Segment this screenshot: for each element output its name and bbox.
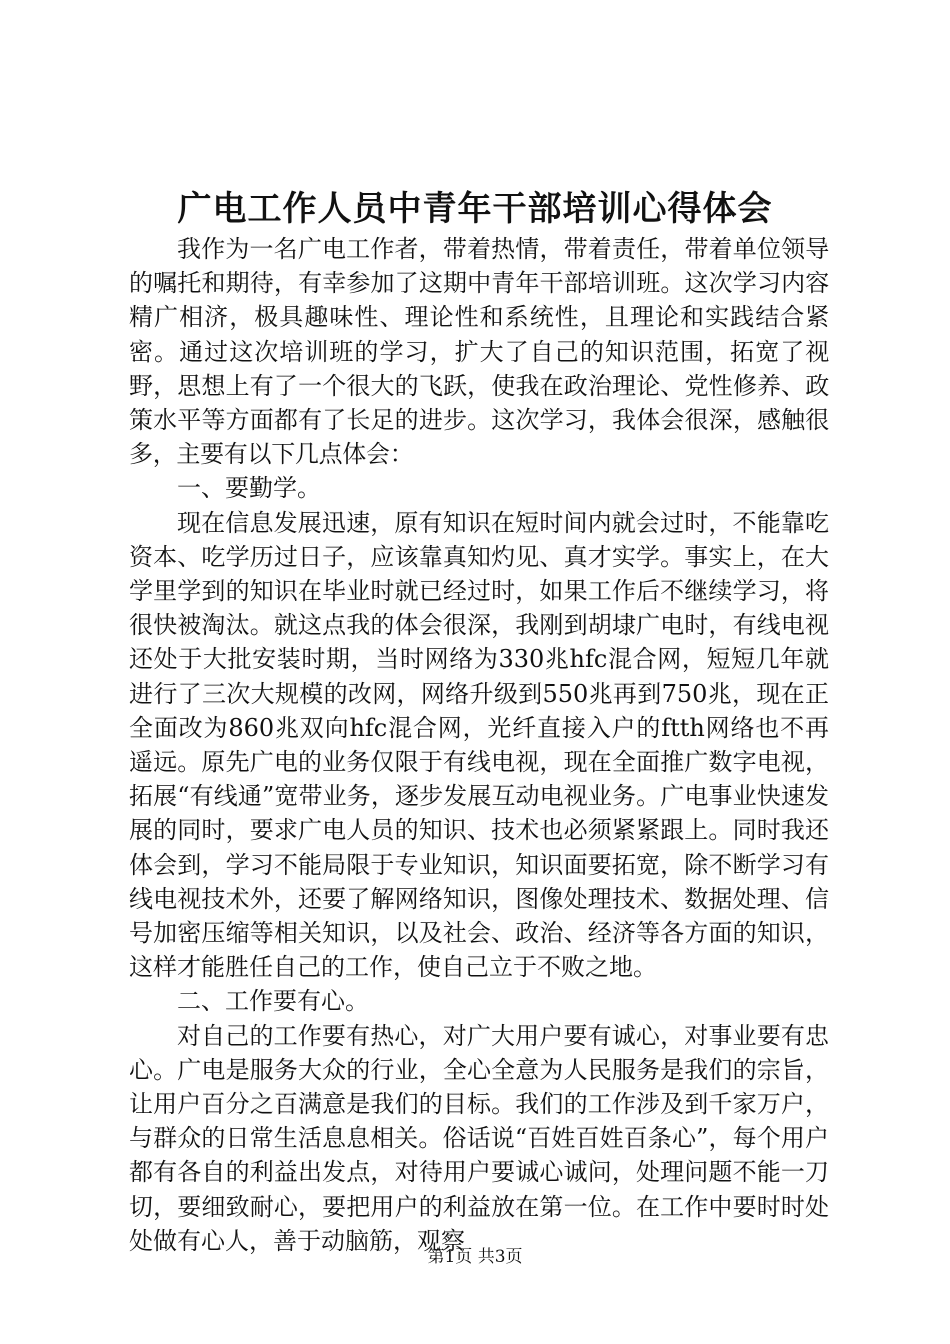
paragraph-section-1: 现在信息发展迅速，原有知识在短时间内就会过时，不能靠吃资本、吃学历过日子，应该靠真知灼见、真才实学。事实上，在大学里学到的知识在毕业时就已经过时，如果工作后不继续学习，将很快被淘汰。就这点我的体会很深，我刚到胡埭广电时，有线电视还处于大批安装时期，当时网络为330兆hfc混合网，短短几年就进行了三次大规模的改网，网络升级到550兆再到750兆，现在正全面改为860兆双向hfc混合网，光纤直接入户的ftth网络也不再遥远。原先广电的业务仅限于有线电视，现在全面推广数字电视，拓展“有线通”宽带业务，逐步发展互动电视业务。广电事业快速发展的同时，要求广电人员的知识、技术也必须紧紧跟上。同时我还体会到，学习不能局限于专业知识，知识面要拓宽，除不断学习有线电视技术外，还要了解网络知识，图像处理技术、数据处理、信号加密压缩等相关知识，以及社会、政治、经济等各方面的知识，这样才能胜任自己的工作，使自己立于不败之地。 xyxy=(129,508,829,982)
page-footer: 第1页 共3页 xyxy=(427,1247,523,1267)
paragraph-intro: 我作为一名广电工作者，带着热情，带着责任，带着单位领导的嘱托和期待，有幸参加了这期中青年干部培训班。这次学习内容精广相济，极具趣味性、理论性和系统性，且理论和实践结合紧密。通过这次培训班的学习，扩大了自己的知识范围，拓宽了视野，思想上有了一个很大的飞跃，使我在政治理论、党性修养、政策水平等方面都有了长足的进步。这次学习，我体会很深，感触很多，主要有以下几点体会： xyxy=(129,235,829,469)
section-heading-2: 二、工作要有心。 xyxy=(177,987,369,1016)
section-heading-1: 一、要勤学。 xyxy=(177,474,321,503)
document-title: 广电工作人员中青年干部培训心得体会 xyxy=(177,189,773,229)
paragraph-section-2: 对自己的工作要有热心，对广大用户要有诚心，对事业要有忠心。广电是服务大众的行业，全心全意为人民服务是我们的宗旨，让用户百分之百满意是我们的目标。我们的工作涉及到千家万户，与群众的日常生活息息相关。俗话说“百姓百姓百条心”，每个用户都有各自的利益出发点，对待用户要诚心诚问，处理问题不能一刀切，要细致耐心，要把用户的利益放在第一位。在工作中要时时处处做有心人，善于动脑筋，观察 xyxy=(129,1021,829,1255)
document-body xyxy=(129,232,829,1258)
